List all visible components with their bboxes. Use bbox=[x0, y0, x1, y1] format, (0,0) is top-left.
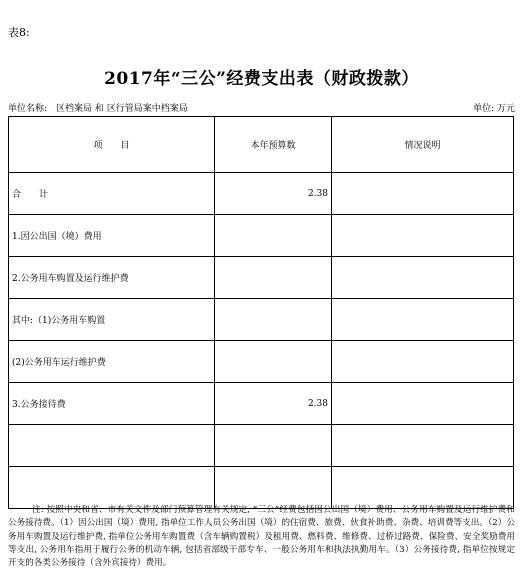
row-budget: 2.38 bbox=[215, 383, 332, 425]
row-item bbox=[9, 467, 215, 509]
table-row bbox=[9, 173, 514, 215]
row-budget bbox=[215, 299, 332, 341]
row-budget bbox=[215, 425, 332, 467]
row-note bbox=[332, 383, 514, 425]
row-budget bbox=[215, 257, 332, 299]
unit-name: 单位名称: 区档案局 和 区行管局案中档案局 bbox=[8, 104, 188, 114]
table-row bbox=[9, 215, 514, 257]
row-budget bbox=[215, 341, 332, 383]
page-title: 2017年“三公”经费支出表（财政拨款） bbox=[104, 69, 419, 89]
header-note: 情况说明 bbox=[332, 117, 514, 173]
row-budget bbox=[215, 215, 332, 257]
header-item: 项 目 bbox=[9, 117, 215, 173]
row-note bbox=[332, 173, 514, 215]
row-item: 3.公务接待费 bbox=[9, 383, 215, 425]
footnote: 注: 按照中央和省、市有关文件及部门预算管理有关规定, “三公”经费包括因公出国（境）费用、公务用车购置及运行维护费和公务接待费。（1）因公出国（境）费用, 指单位工作人员公务出国（境）的住宿费、旅费、伙食补助费、杂费、培训费等支出。（2）公务用车购置及运行维护费, 指单位公务用车购置费（含车辆购置税）及租用费、燃料费、维修费、过桥过路费、保险费、安全奖励费用等支出, 公务用车指用于履行公务的机动车辆, 包括省部级干部专车、一般公务用车和执法执勤用车。（3）公务接待费, 指单位按规定开支的各类公务接待（含外宾接待）费用。 bbox=[8, 505, 515, 569]
row-note bbox=[332, 467, 514, 509]
row-note bbox=[332, 425, 514, 467]
row-note bbox=[332, 341, 514, 383]
row-item bbox=[9, 425, 215, 467]
table-header-row bbox=[9, 117, 514, 173]
expense-table bbox=[8, 116, 514, 509]
table-row bbox=[9, 341, 514, 383]
table-row bbox=[9, 257, 514, 299]
unit-row bbox=[8, 101, 515, 114]
table-row bbox=[9, 299, 514, 341]
row-note bbox=[332, 257, 514, 299]
row-note bbox=[332, 215, 514, 257]
table-row bbox=[9, 467, 514, 509]
row-item: 1.因公出国（境）费用 bbox=[9, 215, 215, 257]
row-budget bbox=[215, 467, 332, 509]
row-item: 其中:（1)公务用车购置 bbox=[9, 299, 215, 341]
table-row bbox=[9, 425, 514, 467]
table-row bbox=[9, 383, 514, 425]
header-budget: 本年预算数 bbox=[215, 117, 332, 173]
row-item: 合 计 bbox=[9, 173, 215, 215]
row-item: 2.公务用车购置及运行维护费 bbox=[9, 257, 215, 299]
row-budget: 2.38 bbox=[215, 173, 332, 215]
row-item: (2)公务用车运行维护费 bbox=[9, 341, 215, 383]
table-number: 表8: bbox=[8, 26, 30, 39]
row-note bbox=[332, 299, 514, 341]
currency-unit: 单位: 万元 bbox=[473, 104, 515, 114]
